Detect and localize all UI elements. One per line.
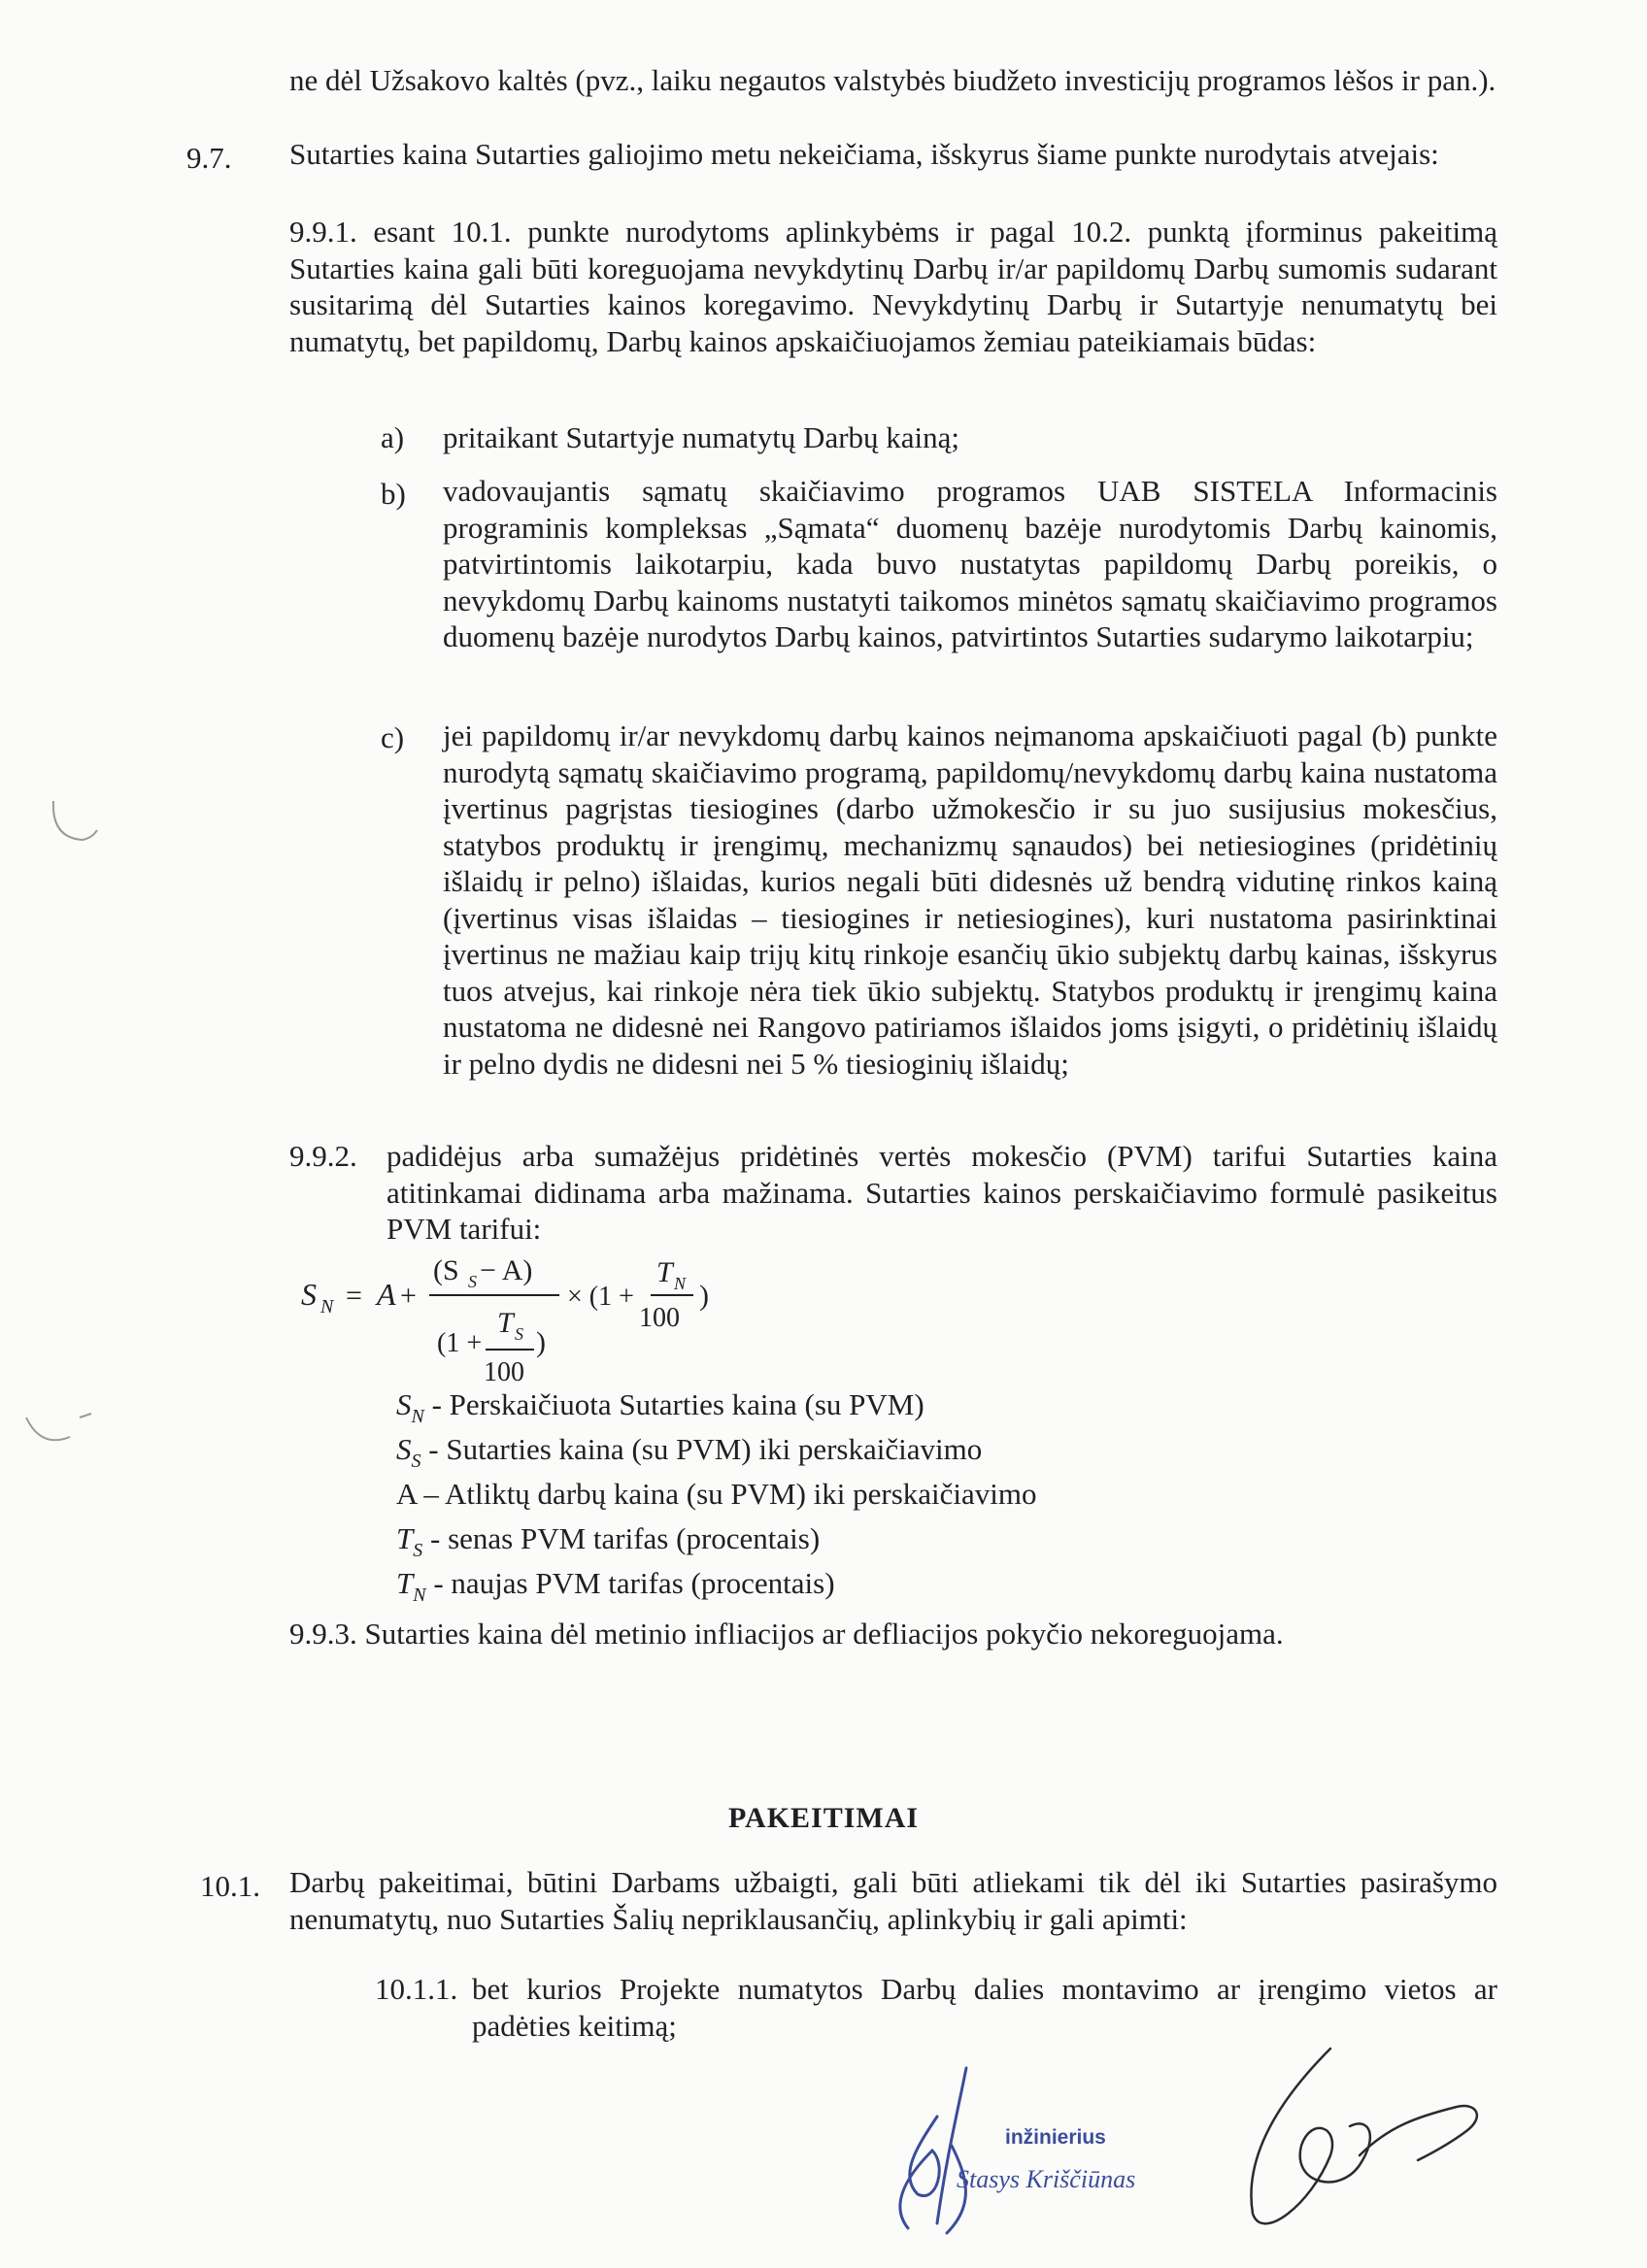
formula-operator: = bbox=[346, 1280, 362, 1312]
stamp-title: inžinierius bbox=[1005, 2126, 1106, 2149]
clause-9-7-text: Sutarties kaina Sutarties galiojimo metu nekeičiama, išskyrus šiame punkte nurodytais atvejais: bbox=[289, 137, 1439, 171]
punch-hole-mark bbox=[21, 1398, 99, 1456]
legend-row: $S_S$ - Sutarties kaina (su PVM) iki perskaičiavimo bbox=[396, 1432, 983, 1472]
formula-symbol: T bbox=[497, 1307, 514, 1339]
list-marker: a) bbox=[381, 420, 405, 454]
punch-hole-mark bbox=[44, 791, 102, 850]
list-item-b: vadovaujantis sąmatų skaičiavimo programos UAB SISTELA Informacinis programinis kompleksas „Sąmata“ duomenų bazėje nurodytomis Darbų kainomis, patvirtintomis laikotarpiu, kada buvo nustatytas papildomų Darbų poreikis, o nevykdomų Darbų kainoms nustatyti taikomos minėtos sąmatų skaičiavimo programos duomenų bazėje nurodytos Darbų kainos, patvirtintos Sutarties sudarymo laikotarpiu; bbox=[443, 474, 1497, 653]
legend-row: $T_N$ - naujas PVM tarifas (procentais) bbox=[396, 1566, 835, 1606]
engineer-stamp bbox=[957, 2126, 1136, 2193]
formula-symbol: T bbox=[656, 1256, 673, 1288]
legend-row: $T_S$ - senas PVM tarifas (procentais) bbox=[396, 1521, 821, 1561]
list-marker: c) bbox=[381, 720, 405, 754]
formula-number: 100 bbox=[484, 1357, 524, 1387]
formula-text: (1 + bbox=[437, 1328, 483, 1358]
formula-subscript: N bbox=[320, 1296, 334, 1317]
clause-9-9-1-text: 9.9.1. esant 10.1. punkte nurodytoms aplinkybėms ir pagal 10.2. punktą įforminus pakeitimą Sutarties kaina gali būti koreguojama nevykdytinų Darbų ir/ar papildomų Darbų sumomis sudarant susitarimą dėl Sutarties kainos koregavimo. Nevykdytinų Darbų ir Sutartyje nenumatytų bei numatytų, bet papildomų, Darbų kainos apskaičiuojamos žemiau pateikiamais būdas: bbox=[289, 215, 1497, 358]
formula-text: × (1 + bbox=[567, 1282, 634, 1312]
formula-text: ) bbox=[536, 1326, 546, 1358]
continuation-paragraph: ne dėl Užsakovo kaltės (pvz., laiku negautos valstybės biudžeto investicijų programos lėšos ir pan.). bbox=[289, 63, 1496, 97]
formula-text: − A) bbox=[480, 1254, 533, 1286]
list-item-a: pritaikant Sutartyje numatytų Darbų kainą; bbox=[443, 420, 960, 454]
formula-subscript: S bbox=[515, 1324, 523, 1344]
clause-number: 10.1.1. bbox=[375, 1972, 458, 2006]
formula-subscript: S bbox=[468, 1272, 477, 1291]
legend-row: A – Atliktų darbų kaina (su PVM) iki perskaičiavimo bbox=[396, 1477, 1037, 1511]
formula-operator: + bbox=[400, 1280, 417, 1312]
clause-9-9-3-text: 9.9.3. Sutarties kaina dėl metinio infliacijos ar defliacijos pokyčio nekoreguojama. bbox=[289, 1617, 1284, 1651]
list-item-c: jei papildomų ir/ar nevykdomų darbų kainos neįmanoma apskaičiuoti pagal (b) punkte nurodytą sąmatų skaičiavimo programą, papildomų/nevykdomų darbų kaina nustatoma įvertinus pagrįstas tiesiogines (darbo užmokesčio ir su juo susijusius mokesčius, statybos produktų ir įrengimų, mechanizmų sąnaudos) bei netiesiogines (pridėtinių išlaidų ir pelno) išlaidas, kurios negali būti didesnės už bendrą vidutinę rinkos kainą (įvertinus visas išlaidas – tiesiogines ir netiesiogines), kuri nustatoma pasirinktinai įvertinus ne mažiau kaip trijų kitų rinkoje esančių ūkio subjektų darbų kainas, išskyrus tuos atvejus, kai rinkoje nėra tiek ūkio subjektų. Statybos produktų ir įrengimų kaina nustatoma ne didesnė nei Rangovo patiriamos išlaidos joms įsigyti, o pridėtinių išlaidų ir pelno dydis ne didesni nei 5 % tiesioginių išlaidų; bbox=[443, 718, 1497, 1081]
contractor-signature bbox=[1224, 2039, 1505, 2252]
formula-subscript: N bbox=[674, 1274, 687, 1293]
clause-number: 9.7. bbox=[186, 141, 232, 175]
legend-row: $S_N$ - Perskaičiuota Sutarties kaina (su PVM) bbox=[396, 1387, 924, 1427]
stamp-name: Stasys Kriščiūnas bbox=[957, 2165, 1136, 2193]
clause-number: 10.1. bbox=[200, 1869, 260, 1903]
formula-legend bbox=[396, 1386, 1037, 1610]
formula-symbol: S bbox=[301, 1277, 317, 1312]
formula-number: 100 bbox=[639, 1303, 680, 1333]
section-heading: PAKEITIMAI bbox=[727, 1802, 920, 1834]
clause-10-1-text: Darbų pakeitimai, būtini Darbams užbaigti, gali būti atliekami tik dėl iki Sutarties pasirašymo nenumatytų, nuo Sutarties Šalių nepriklausančių, aplinkybių ir gali apimti: bbox=[289, 1865, 1497, 1936]
clause-9-9-2-text: padidėjus arba sumažėjus pridėtinės vertės mokesčio (PVM) tarifui Sutarties kaina atitinkamai didinama arba mažinama. Sutarties kainos perskaičiavimo formulė pasikeitus PVM tarifui: bbox=[387, 1139, 1497, 1246]
engineer-signature bbox=[879, 2058, 1015, 2243]
vat-recalculation-formula bbox=[291, 1252, 738, 1388]
list-marker: b) bbox=[381, 477, 406, 511]
clause-10-1-1-text: bet kurios Projekte numatytos Darbų dalies montavimo ar įrengimo vietos ar padėties keitimą; bbox=[472, 1972, 1497, 2043]
clause-number: 9.9.2. bbox=[289, 1139, 357, 1173]
formula-text: (S bbox=[433, 1254, 459, 1286]
formula-text: ) bbox=[699, 1280, 709, 1312]
formula-symbol: A bbox=[377, 1277, 396, 1312]
